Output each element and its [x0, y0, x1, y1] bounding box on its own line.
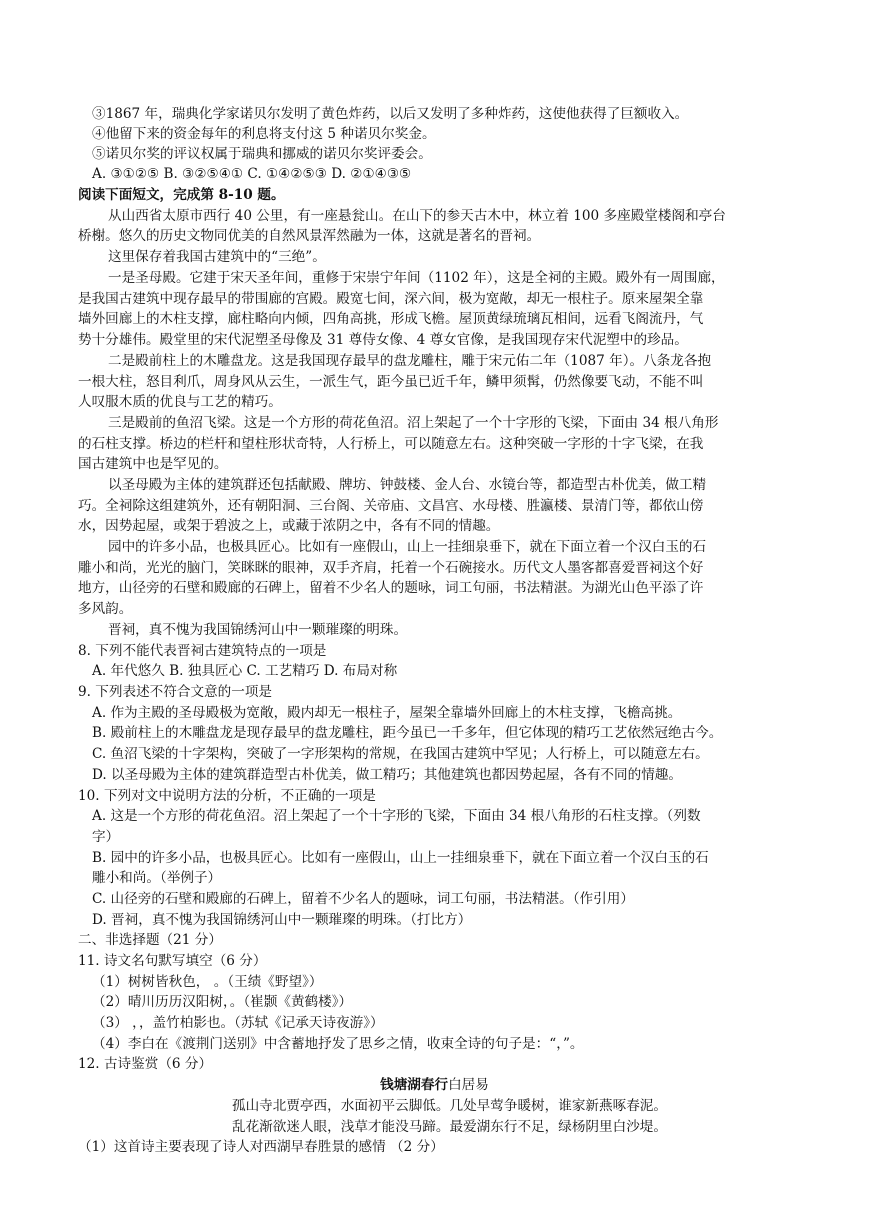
text-line: （3） ，，盖竹柏影也。（苏轼《记承天诗夜游》） — [92, 1015, 384, 1031]
text-line: 二、非选择题（21 分） — [78, 932, 222, 948]
text-line: 地方，山径旁的石壁和殿廊的石碑上，留着不少名人的题咏，词工句丽，书法精湛。为湖光山色平添了许 — [78, 580, 704, 596]
text-line: 多风韵。 — [78, 601, 133, 617]
text-line: ④他留下来的资金每年的利息将支付这 5 种诺贝尔奖金。 — [92, 126, 436, 142]
text-line: 一根大柱，怒目利爪，周身风从云生，一派生气，距今虽已近千年，鳞甲须髯，仍然像要飞动，不能不叫 — [78, 374, 704, 390]
text-line: 墙外回廊上的木柱支撑，廊柱略向内倾，四角高挑，形成飞檐。屋顶黄绿琉璃瓦相间，远看飞阁流丹，气 — [78, 311, 704, 327]
text-line: 乱花渐欲迷人眼，浅草才能没马蹄。最爱湖东行不足，绿杨阴里白沙堤。 — [232, 1119, 667, 1135]
text-line: 国古建筑中也是罕见的。 — [78, 456, 228, 472]
text-line: 园中的许多小品，也极具匠心。比如有一座假山，山上一挂细泉垂下，就在下面立着一个汉白玉的石 — [108, 539, 707, 555]
text-line: （1）这首诗主要表现了诗人对西湖早春胜景的感情 （2 分） — [78, 1139, 444, 1155]
poem-heading — [0, 1075, 869, 1095]
text-line: 10. 下列对文中说明方法的分析，不正确的一项是 — [78, 788, 376, 804]
text-line: 雕小和尚。（举例子） — [92, 870, 222, 886]
text-line: 一是圣母殿。它建于宋天圣年间，重修于宋崇宁年间（1102 年），这是全祠的主殿。殿外有一周围廊， — [108, 270, 725, 286]
text-line: 从山西省太原市西行 40 公里，有一座悬瓮山。在山下的参天古木中，林立着 100 多座殿堂楼阁和亭台 — [108, 208, 726, 224]
text-line: 孤山寺北贾亭西，水面初平云脚低。几处早莺争暖树，谁家新燕啄春泥。 — [232, 1098, 667, 1114]
text-line: 12. 古诗鉴赏（6 分） — [78, 1056, 213, 1072]
text-line: A. ③①②⑤ B. ③②⑤④① C. ①④②⑤③ D. ②①④③⑤ — [92, 166, 412, 182]
poem-title: 钱塘湖春行 — [380, 1077, 449, 1093]
text-line: 巧。全祠除这组建筑外，还有朝阳洞、三台阁、关帝庙、文昌宫、水母楼、胜瀛楼、景清门等，都依山傍 — [78, 498, 704, 514]
text-line: A. 作为主殿的圣母殿极为宽敞，殿内却无一根柱子，屋架全靠墙外回廊上的木柱支撑，飞檐高挑。 — [92, 705, 682, 721]
text-line: 势十分雄伟。殿堂里的宋代泥塑圣母像及 31 尊侍女像、4 尊女官像，是我国现存宋代泥塑中的珍品。 — [78, 332, 688, 348]
text-line: ⑤诺贝尔奖的评议权属于瑞典和挪威的诺贝尔奖评委会。 — [92, 146, 432, 162]
text-line: （1）树树皆秋色， 。（王绩《野望》） — [92, 974, 323, 990]
text-line: C. 鱼沼飞梁的十字架构，突破了一字形架构的常规，在我国古建筑中罕见；人行桥上，可以随意左右。 — [92, 746, 709, 762]
text-line: B. 园中的许多小品，也极具匠心。比如有一座假山，山上一挂细泉垂下，就在下面立着一个汉白玉的石 — [92, 850, 709, 866]
text-line: 雕小和尚，光光的脑门，笑眯眯的眼神，双手齐肩，托着一个石碗接水。历代文人墨客都喜爱晋祠这个好 — [78, 560, 704, 576]
text-line: （4）李白在《渡荆门送别》中含蓄地抒发了思乡之情，收束全诗的句子是：“，”。 — [92, 1036, 584, 1052]
text-line: 9. 下列表述不符合文意的一项是 — [78, 684, 273, 700]
text-line: 晋祠，真不愧为我国锦绣河山中一颗璀璨的明珠。 — [108, 622, 408, 638]
text-line: 水，因势起屋，或架于碧波之上，或藏于浓阴之中，各有不同的情趣。 — [78, 518, 500, 534]
text-line: 人叹服木质的优良与工艺的精巧。 — [78, 394, 282, 410]
text-line: 二是殿前柱上的木雕盘龙。这是我国现存最早的盘龙雕柱，雕于宋元佑二年（1087 年）。八条龙各抱 — [108, 353, 712, 369]
text-line: 阅读下面短文，完成第 8-10 题。 — [78, 187, 285, 203]
text-line: 这里保存着我国古建筑中的“三绝”。 — [108, 249, 326, 265]
text-line: D. 晋祠，真不愧为我国锦绣河山中一颗璀璨的明珠。（打比方） — [92, 912, 472, 928]
text-line: B. 殿前柱上的木雕盘龙是现存最早的盘龙雕柱，距今虽已一千多年，但它体现的精巧工艺依然冠绝古今。 — [92, 725, 723, 741]
text-line: 桥榭。悠久的历史文物同优美的自然风景浑然融为一体，这就是著名的晋祠。 — [78, 228, 541, 244]
text-line: 以圣母殿为主体的建筑群还包括献殿、牌坊、钟鼓楼、金人台、水镜台等，都造型古朴优美，做工精 — [108, 477, 707, 493]
text-line: （2）晴川历历汉阳树，。（崔颢《黄鹤楼》） — [92, 994, 353, 1010]
text-line: 11. 诗文名句默写填空（6 分） — [78, 953, 267, 969]
text-line: C. 山径旁的石壁和殿廊的石碑上，留着不少名人的题咏，词工句丽，书法精湛。（作引用） — [92, 891, 634, 907]
text-line: ③1867 年，瑞典化学家诺贝尔发明了黄色炸药，以后又发明了多种炸药，这使他获得了巨额收入。 — [92, 106, 689, 122]
text-line: D. 以圣母殿为主体的建筑群造型古朴优美，做工精巧；其他建筑也都因势起屋，各有不同的情趣。 — [92, 767, 682, 783]
text-line: 三是殿前的鱼沼飞梁。这是一个方形的荷花鱼沼。沼上架起了一个十字形的飞梁，下面由 34 根八角形 — [108, 415, 719, 431]
text-line: A. 这是一个方形的荷花鱼沼。沼上架起了一个十字形的飞梁，下面由 34 根八角形的石柱支撑。（列数 — [92, 808, 701, 824]
text-line: 是我国古建筑中现存最早的带围廊的宫殿。殿宽七间，深六间，极为宽敞，却无一根柱子。原来屋架全靠 — [78, 291, 704, 307]
text-line: A. 年代悠久 B. 独具匠心 C. 工艺精巧 D. 布局对称 — [92, 663, 398, 679]
text-line: 8. 下列不能代表晋祠古建筑特点的一项是 — [78, 643, 327, 659]
poem-author: 白居易 — [448, 1077, 489, 1093]
text-line: 字） — [92, 829, 120, 845]
text-line: 的石柱支撑。桥边的栏杆和望柱形状奇特，人行桥上，可以随意左右。这种突破一字形的十字飞梁，在我 — [78, 436, 704, 452]
